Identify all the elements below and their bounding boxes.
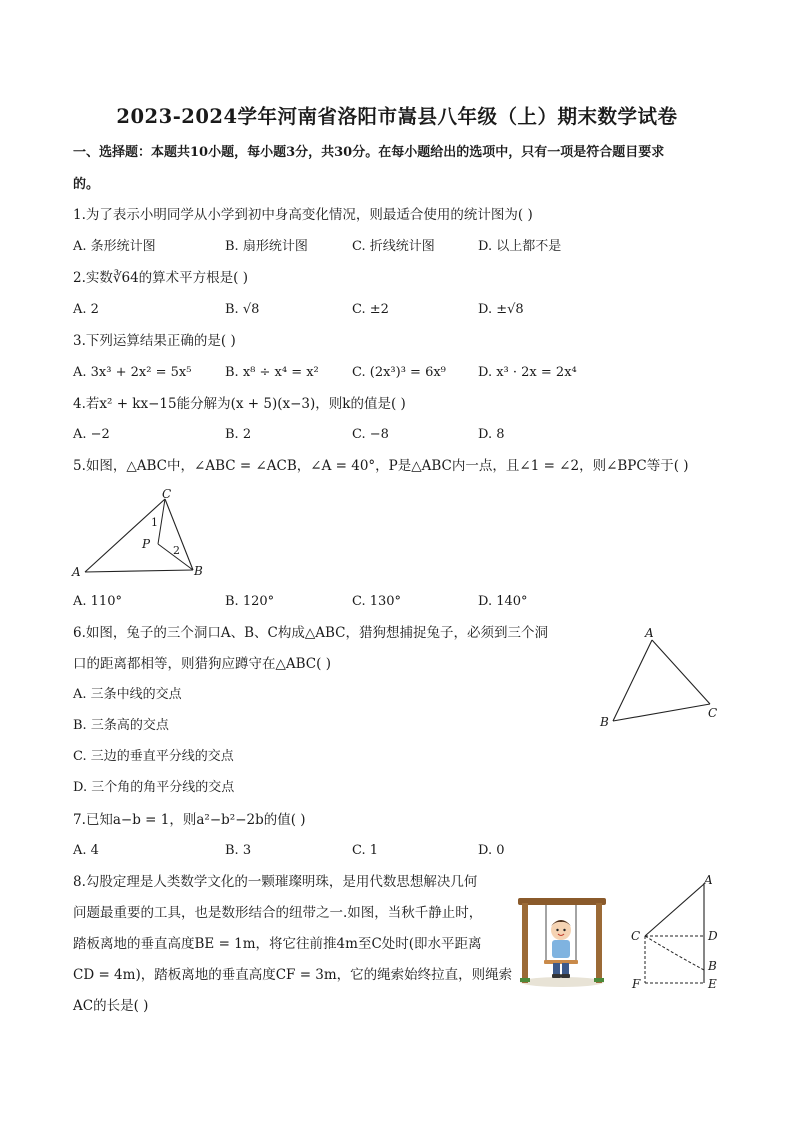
question-2-option-c: C. ±2 xyxy=(352,302,389,317)
question-1-option-d: D. 以上都不是 xyxy=(478,239,562,254)
question-6-option-b: B. 三条高的交点 xyxy=(73,718,169,733)
question-8-stem-line-1: 8.勾股定理是人类数学文化的一颗璀璨明珠，是用代数思想解决几何 xyxy=(73,874,478,890)
q8-label-a: A xyxy=(704,873,713,887)
question-6-option-d: D. 三个角的角平分线的交点 xyxy=(73,780,235,795)
q6-label-c: C xyxy=(708,706,718,720)
question-7-option-a: A. 4 xyxy=(73,843,99,858)
section-heading: 一、选择题：本题共10小题，每小题3分，共30分。在每小题给出的选项中，只有一项是符合题目要求 xyxy=(73,145,665,160)
question-8-stem-line-3: 踏板离地的垂直高度BE = 1m，将它往前推4m至C处时(即水平距离 xyxy=(73,936,482,952)
question-5-option-b: B. 120° xyxy=(225,594,275,609)
question-2-option-a: A. 2 xyxy=(73,302,99,317)
question-3-option-b: B. x⁸ ÷ x⁴ = x² xyxy=(225,365,319,380)
q8-label-d: D xyxy=(708,929,718,943)
question-4-option-a: A. −2 xyxy=(73,427,110,442)
question-5-option-c: C. 130° xyxy=(352,594,402,609)
question-2-option-b: B. √8 xyxy=(225,302,260,317)
q8-label-b: B xyxy=(708,959,717,973)
q5-label-angle-1: 1 xyxy=(151,516,158,529)
question-4-option-c: C. −8 xyxy=(352,427,389,442)
question-2-stem: 2.实数∛64的算术平方根是( ) xyxy=(73,270,248,286)
question-6-option-a: A. 三条中线的交点 xyxy=(73,687,182,702)
question-3-option-c: C. (2x³)³ = 6x⁹ xyxy=(352,365,446,380)
question-1-option-c: C. 折线统计图 xyxy=(352,239,435,254)
question-1-stem: 1.为了表示小明同学从小学到初中身高变化情况，则最适合使用的统计图为( ) xyxy=(73,207,533,223)
question-8-stem-line-2: 问题最重要的工具，也是数形结合的纽带之一.如图，当秋千静止时， xyxy=(73,905,483,921)
question-8-stem-line-4: CD = 4m)，踏板离地的垂直高度CF = 3m，它的绳索始终拉直，则绳索 xyxy=(73,967,513,983)
question-8-geometry-figure xyxy=(626,870,726,996)
q5-label-a: A xyxy=(72,565,81,579)
question-5-option-a: A. 110° xyxy=(73,594,122,609)
question-1-option-b: B. 扇形统计图 xyxy=(225,239,308,254)
question-1-option-a: A. 条形统计图 xyxy=(73,239,156,254)
question-6-stem-line-1: 6.如图，兔子的三个洞口A、B、C构成△ABC，猎狗想捕捉兔子，必须到三个洞 xyxy=(73,625,549,641)
swing-illustration xyxy=(514,892,610,988)
question-8-stem-line-5: AC的长是( ) xyxy=(73,998,149,1014)
question-4-option-b: B. 2 xyxy=(225,427,252,442)
question-5-stem: 5.如图，△ABC中，∠ABC = ∠ACB，∠A = 40°，P是△ABC内一点，且∠1 = ∠2，则∠BPC等于( ) xyxy=(73,458,689,474)
question-7-option-c: C. 1 xyxy=(352,843,379,858)
section-heading-cont: 的。 xyxy=(73,177,100,192)
q8-label-c: C xyxy=(631,929,641,943)
q6-label-b: B xyxy=(600,715,609,729)
question-3-option-d: D. x³ · 2x = 2x⁴ xyxy=(478,365,577,380)
question-4-option-d: D. 8 xyxy=(478,427,505,442)
q6-label-a: A xyxy=(645,626,654,640)
question-5-option-d: D. 140° xyxy=(478,594,528,609)
q5-label-p: P xyxy=(142,537,151,551)
question-3-stem: 3.下列运算结果正确的是( ) xyxy=(73,333,236,349)
question-6-stem-line-2: 口的距离都相等，则猎狗应蹲守在△ABC( ) xyxy=(73,656,331,672)
question-3-option-a: A. 3x³ + 2x² = 5x⁵ xyxy=(73,365,192,380)
question-7-option-b: B. 3 xyxy=(225,843,252,858)
question-7-option-d: D. 0 xyxy=(478,843,505,858)
q5-label-b: B xyxy=(194,564,203,578)
q5-label-angle-2: 2 xyxy=(173,544,180,557)
question-6-triangle-figure xyxy=(594,624,729,734)
q8-label-e: E xyxy=(708,977,717,991)
exam-title: 2023-2024学年河南省洛阳市嵩县八年级（上）期末数学试卷 xyxy=(116,105,678,128)
question-7-stem: 7.已知a−b = 1，则a²−b²−2b的值( ) xyxy=(73,812,306,828)
q5-label-c: C xyxy=(162,487,172,501)
question-4-stem: 4.若x² + kx−15能分解为(x + 5)(x−3)，则k的值是( ) xyxy=(73,396,406,412)
question-6-option-c: C. 三边的垂直平分线的交点 xyxy=(73,749,234,764)
question-5-triangle-figure xyxy=(68,484,218,584)
q8-label-f: F xyxy=(632,977,641,991)
question-2-option-d: D. ±√8 xyxy=(478,302,524,317)
